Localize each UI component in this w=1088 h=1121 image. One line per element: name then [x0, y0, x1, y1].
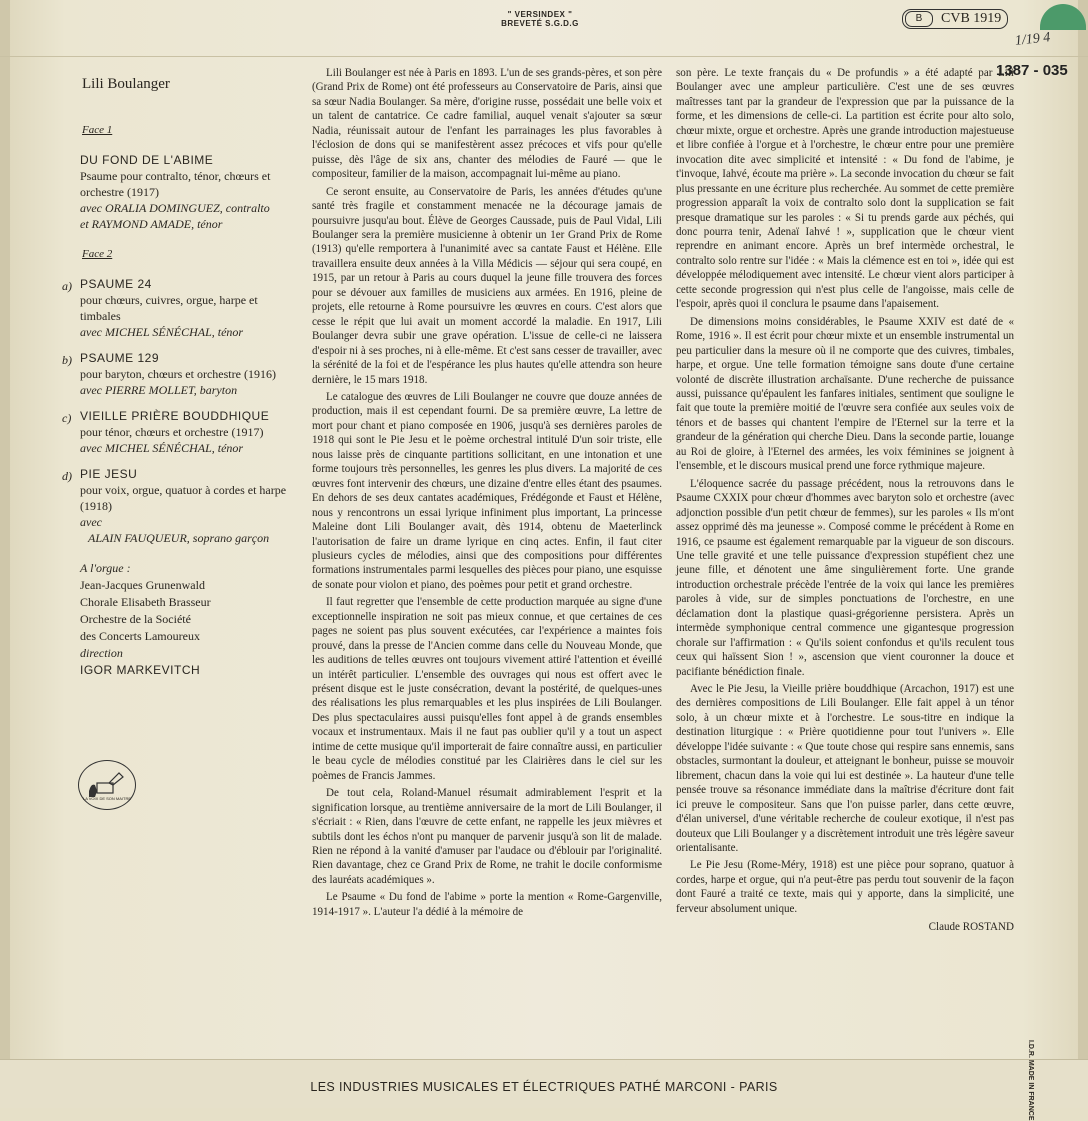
list-item: [62, 408, 290, 456]
versindex-label: [500, 10, 580, 28]
composer-name: Lili Boulanger: [82, 76, 170, 92]
credits: [80, 560, 290, 679]
work1-performer1: avec ORALIA DOMINGUEZ, contralto: [80, 201, 270, 215]
catalog-number-box: [902, 9, 1008, 29]
paragraph: Le Pie Jesu (Rome-Méry, 1918) est une pièce pour soprano, quatuor à cordes, harpe et orgue, qui n'a peut-être pas perdu tout souvenir de la façon dont Fauré a traité ce texte, mais qui y apporte, dans la simplicité, une ferveur absolument unique.: [676, 859, 1014, 915]
item-desc: pour voix, orgue, quatuor à cordes et harpe (1918): [80, 483, 287, 513]
his-masters-voice-logo-icon: [78, 760, 136, 810]
paragraph: Il faut regretter que l'ensemble de cette production marquée au signe d'une exceptionnelle inspiration ne soit pas mieux connue, et que certaines de ces pages ne soient pas plus souvent exécutées, car l'expérience a maintes fois prouvé, dans la presse de l'Ancien comme dans celle du Nouveau Monde, que les auditions de telles œuvres ont toujours vivement attiré l'attention et éveillé un intérêt particulier. L'ensemble des ouvrages qui nous est offert avec le présent disque est le juste consécration, devant la postérité, de quelques-unes des réalisations les plus remarquables et les plus inspirées de Lili Boulanger. Des plus spectaculaires aussi puisqu'elles font appel à de grands ensembles vocaux et instrumentaux. Mais il ne faut pas oublier qu'il y a tout un aspect intime de cette musique qu'il importerait de faire connaître aussi, en particulier le beau cycle de mélodies constitué par les Clairières dans le ciel sur les poèmes de Francis Jammes.: [312, 596, 662, 782]
author-signature: Claude ROSTAND: [928, 921, 1014, 934]
item-desc: pour ténor, chœurs et orchestre (1917): [80, 425, 264, 439]
paragraph: Le Psaume « Du fond de l'abime » porte la mention « Rome-Gargenville, 1914-1917 ». L'auteur l'a dédié à la mémoire de: [312, 891, 662, 918]
paragraph: De tout cela, Roland-Manuel résumait admirablement l'esprit et la signification lorsque, au trentième anniversaire de la mort de Lili Boulanger, il s'écriait : « Rien, dans l'œuvre de cette enfant, ne rappelle les jeux mièvres et subtils dont les échos n'ont pu manquer de parvenir jusqu'à son lit de malade. Rien ne répond à la vanité d'amuser par l'audace ou d'éblouir par l'originalité. Rien davantage, chez ce Grand Prix de Rome, ne trahit le docile conformisme des lauréats académiques ».: [312, 787, 662, 886]
item-title: PIE JESU: [80, 467, 138, 481]
item-letter: c): [62, 411, 72, 425]
paragraph: Avec le Pie Jesu, la Vieille prière bouddhique (Arcachon, 1917) est une des dernières compositions de Lili Boulanger. Elle fait appel à un ténor solo, à un chœur mixte et à l'orchestre. Le sous-titre en indique la destination liturgique : « Prière quotidienne pour tout l'univers ». Elle développe l'idée suivante : « Que toute chose qui respire sans ennemis, sans obstacles, surmontant la douleur, et atteignant le bonheur, puisse se mouvoir librement, chacun dans la voie qui lui est destinée ». La hauteur d'une telle pensée trouve sa résonance immédiate dans la maîtrise d'écriture dont fait ici preuve le compositeur. Sans que l'on puisse parler, dans cette œuvre, d'élan universel, d'une véritable recherche de couleur exotique, il n'est pas douteux que Lili Boulanger y a discrètement introduit une très légère saveur orientalisante.: [676, 683, 1014, 855]
paragraph: L'éloquence sacrée du passage précédent, nous la retrouvons dans le Psaume CXXIX pour chœur d'hommes avec baryton solo et orchestre (avec adjonction possible d'un petit chœur de femmes), sur les paroles « Ils m'ont assez opprimé dès ma jeunesse ». Composé comme le précédent à Rome en 1916, ce psaume est également remarquable par la vigueur de son discours. Une telle gravité et une telle puissance d'expression stupéfient chez une jeune fille, et dénotent une âme singulièrement forte. Une grande introduction orchestrale précède l'entrée de la voix qui lance les premières paroles à vide, sur de simples ponctuations de l'orchestre, en une déclamation dont la plastique quasi-grégorienne persistera. Après un intermède symphonique central commence une gigantesque progression chorale sur l'affirmation : « Qu'ils soient confondus et qu'ils reculent tous ceux qui haïssent Sion ! », ascension que vient couronner la douce et pacifiante bénédiction finale.: [676, 477, 1014, 678]
direction-label: direction: [80, 646, 123, 660]
orchestra-line2: des Concerts Lamoureux: [80, 629, 200, 643]
choir: Chorale Elisabeth Brasseur: [80, 595, 211, 609]
catalog-number: CVB 1919: [941, 11, 1002, 26]
handwritten-note: 1/19 4: [1014, 30, 1052, 49]
face2-heading: Face 2: [82, 248, 113, 260]
paragraph: Ce seront ensuite, au Conservatoire de Paris, les années d'études qu'une santé très fragile et constamment menacée ne la décourage jamais de poursuivre jusqu'au bout. Élève de Georges Caussade, puis de Paul Vidal, Lili Boulanger sera la première musicienne à obtenir un 1er Grand Prix de Rome (1913) qu'elle remportera à l'unanimité avec sa cantate Faust et Hélène. Elle travaillera ensuite deux années à la Villa Médicis — séjour qui sera coupé, en 1915, par un retour à Paris au cours duquel la jeune fille trouvera des forces pour se dévouer aux familles de musiciens aux armées. En 1916, pleine de projets, elle retourne à Rome poursuivre les œuvres en cours. C'est alors que cesse le répit que lui avait un moment accordé la maladie. En 1917, Lili Boulanger devra subir une grave opération. L'issue de celle-ci ne laissera d'espoir ni à ses proches, ni à elle-même. Et c'est sans cesser de travailler, avec la sérénité de la foi et de l'espérance les plus hautes qu'elle attendra son heure dernière, le 15 mars 1918.: [312, 185, 662, 386]
item-letter: d): [62, 469, 72, 483]
list-item: [62, 276, 290, 340]
right-edge: [1078, 0, 1088, 1108]
item-performer-name: ALAIN FAUQUEUR, soprano garçon: [88, 531, 270, 545]
organist: Jean-Jacques Grunenwald: [80, 578, 205, 592]
paragraph: De dimensions moins considérables, le Psaume XXIV est daté de « Rome, 1916 ». Il est écrit pour chœur mixte et un ensemble instrumental un peu particulier dans la mesure où il ne comporte que des cuivres, timbales, harpe, et orgue. Une telle formation témoigne sans doute d'une certaine volonté de discrète illustration archaïsante. D'une recherche de puissance aussi, puissance qu'épaulent les fanfares initiales, sentiment que souligne le fait que toute la première moitié de l'œuvre sera confiée aux seules voix de ténors et de basses qui chantent l'empire de l'Eternel sur la terre et la grandeur de la génération qui cherche Dieu. Dans la seconde partie, louange au Roi de gloire, à l'Eternel des armées, les voix féminines se joignent à l'ensemble, et le discours musical prend une force rythmique majeure.: [676, 315, 1014, 473]
made-in-france-label: I.D.R. MADE IN FRANCE: [1027, 1040, 1034, 1121]
item-title: PSAUME 24: [80, 277, 152, 291]
item-desc: pour baryton, chœurs et orchestre (1916): [80, 367, 276, 381]
tracklist-column: [62, 68, 290, 679]
work1-desc: Psaume pour contralto, ténor, chœurs et orchestre (1917): [80, 169, 271, 199]
organ-heading: A l'orgue :: [80, 561, 131, 575]
versindex-text: " VERSINDEX ": [507, 10, 573, 19]
work-1: [80, 152, 290, 232]
conductor: IGOR MARKEVITCH: [80, 663, 201, 677]
face1-heading: Face 1: [82, 124, 113, 136]
paragraph: Lili Boulanger est née à Paris en 1893. L'un de ses grands-pères, et son père (Grand Prix de Rome) ont été professeurs au Conservatoire de Paris, ainsi que sa sœur Nadia Boulanger. Sa mère, d'origine russe, possédait une belle voix et un talent de cantatrice. Ce cadre familial, auquel venait s'ajouter sa sœur Nadia, réunissait autour de l'enfant les parrainages les plus favorables à l'éclosion de dons qui se manifestèrent assez précoces et vifs pour qu'elle puisse, dès l'âge de six ans, chanter des mélodies de Fauré — que le compositeur, familier de la maison, accompagnait lui-même au piano.: [312, 67, 662, 181]
liner-notes-column-1: [312, 66, 662, 922]
list-item: [62, 466, 290, 546]
orchestra-line1: Orchestre de la Société: [80, 612, 191, 626]
item-letter: b): [62, 353, 72, 367]
item-title: VIEILLE PRIÈRE BOUDDHIQUE: [80, 409, 270, 423]
item-performer: avec: [80, 515, 102, 529]
work1-title: DU FOND DE L'ABIME: [80, 153, 214, 167]
liner-notes-column-2: [676, 66, 1014, 938]
side-label: B: [905, 11, 933, 27]
paragraph: Le catalogue des œuvres de Lili Boulanger ne couvre que douze années de production, mais il est cependant fourni. De sa première œuvre, La lettre de mort pour chant et piano composée en 1906, jusqu'à ses dernières paroles de 1918 qui sont le Pie Jesu et le poème orchestral intitulé D'un soir triste, elle nous laisse près de cinquante partitions sollicitant, en une intonation et une forme toujours très personnelles, les genres les plus divers. La majorité de ces œuvres font intervenir des chœurs, une dizaine d'entre elles étant des psaumes. En dehors de ses deux cantates académiques, Frédégonde et Faust et Hélène, nous y rencontrons un essai lyrique infiniment plus important, La princesse Maleine dont Lili Boulanger avait, dès 1914, obtenu de Maeterlinck l'autorisation de faire un drame lyrique en cinq actes. Enfin, il faut citer plusieurs cycles de mélodies, ainsi que des compositions pour différentes formations instrumentales parmi lesquelles des pièces pour piano, une esquisse de sonate pour violon et piano, des poèmes pour petit et grand orchestre.: [312, 390, 662, 591]
work1-performer2: et RAYMOND AMADE, ténor: [80, 217, 223, 231]
matrix-number: 1387 - 035: [996, 62, 1068, 79]
brevete-text: BREVETÉ S.G.D.G: [501, 19, 579, 28]
list-item: [62, 350, 290, 398]
paragraph: son père. Le texte français du « De profundis » a été adapté par Lili Boulanger avec une ampleur particulière. C'est une de ses œuvres maîtresses tant par la grandeur de l'expression que par la puissance de la forme, et les dimensions de celle-ci. La partition est écrite pour alto solo, chœur mixte, orgue et orchestre. Après une grande introduction majestueuse et libre confiée à l'orgue et à l'orchestre, le chœur entre pour une première invocation dite avec simplicité et intensité : « Du fond de l'abime, je t'invoque, Iahvé, écoute ma prière ». La seconde invocation du chœur se fait plus pressante en une écriture plus recherchée. Au sommet de cette première progression apparaît la voix de contralto solo dont la supplication se fait presque dramatique sur les paroles : « Si tu prends garde aux péchés, qui donc pourra tenir, Adenaï Iahvé ! », supplication que le chœur vient reprendre en animant encore. Après un bref intermède orchestral, le contralto solo rentre sur l'idée : « Mais la clémence est en toi », idée qui est développée mélodiquement avec intensité. Le chœur vient alors participer à cette seconde progression qui n'est plus celle de l'angoisse, mais celle de l'espoir, après quoi il conclura le psaume dans l'apaisement.: [676, 67, 1014, 311]
item-performer: avec MICHEL SÉNÉCHAL, ténor: [80, 441, 244, 455]
item-title: PSAUME 129: [80, 351, 160, 365]
publisher-footer: LES INDUSTRIES MUSICALES ET ÉLECTRIQUES PATHÉ MARCONI - PARIS: [310, 1080, 778, 1094]
item-performer: avec PIERRE MOLLET, baryton: [80, 383, 238, 397]
item-desc: pour chœurs, cuivres, orgue, harpe et timbales: [80, 293, 258, 323]
left-edge: [0, 0, 10, 1108]
item-performer: avec MICHEL SÉNÉCHAL, ténor: [80, 325, 244, 339]
logo-caption: LA VOIX DE SON MAITRE: [82, 796, 131, 801]
item-letter: a): [62, 279, 72, 293]
